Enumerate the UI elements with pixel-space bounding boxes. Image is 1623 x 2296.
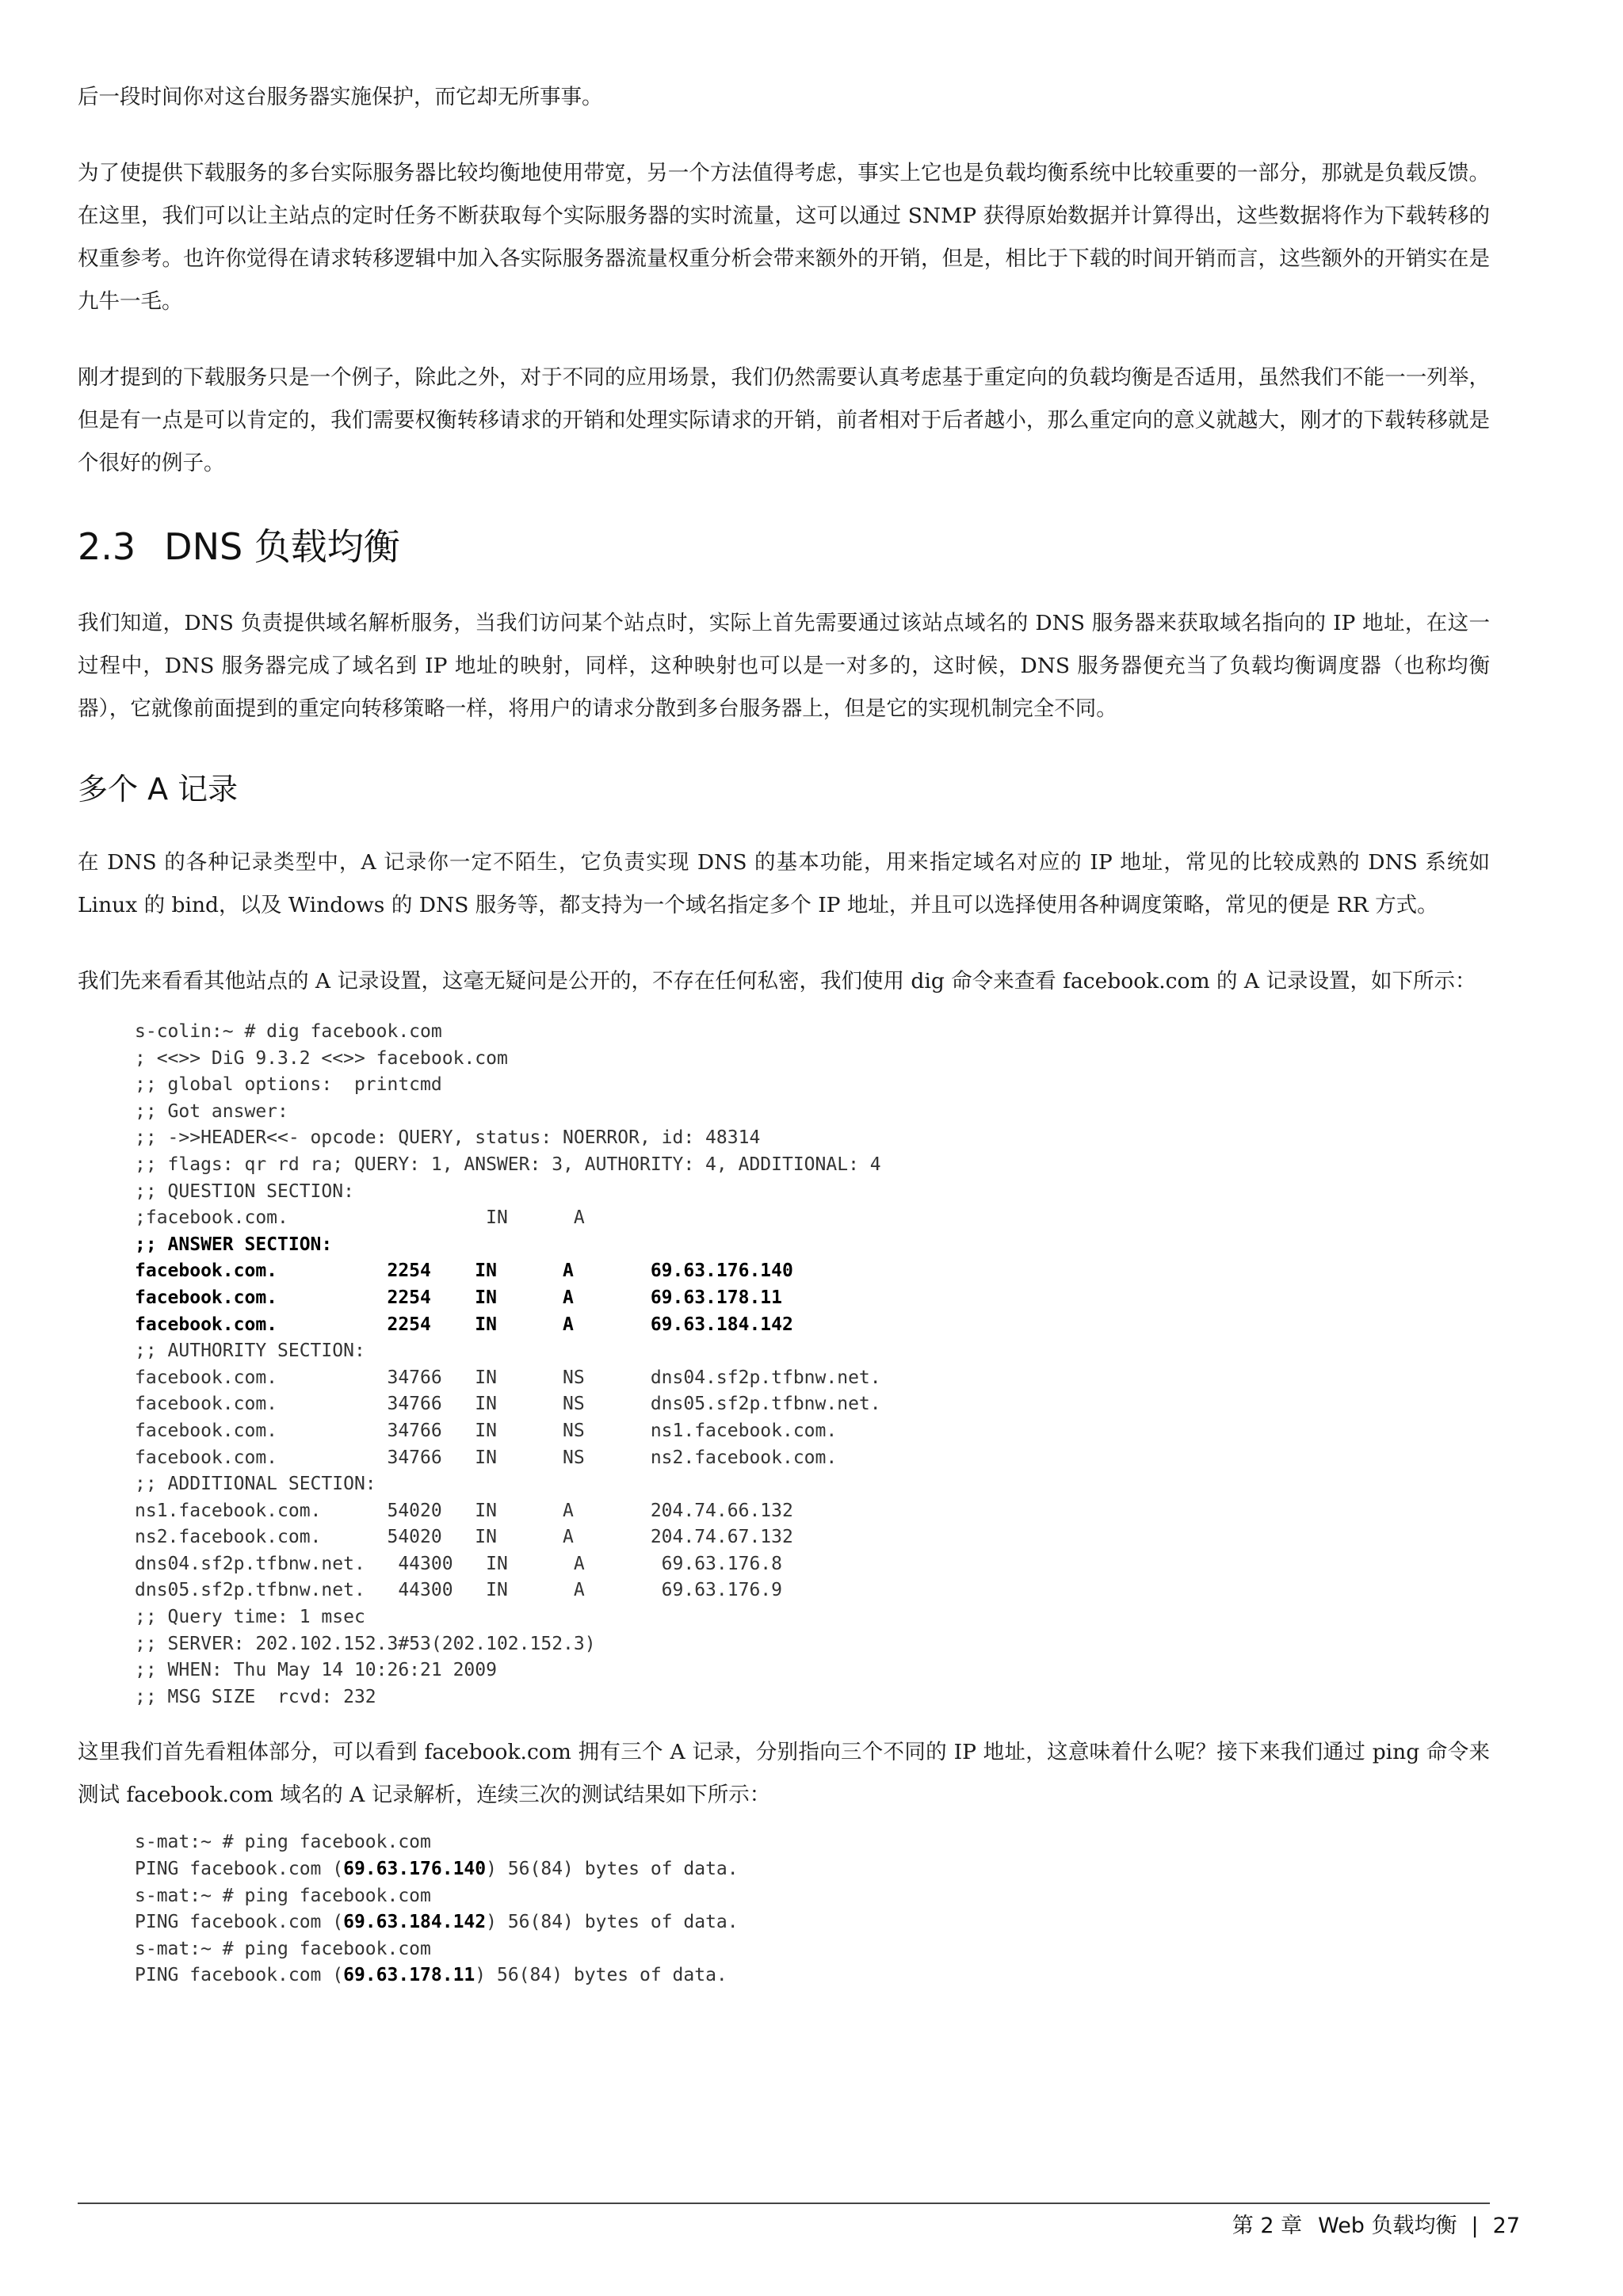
ping-output-text: PING facebook.com (: [135, 1912, 344, 1933]
dig-output-code-block: [135, 1019, 1490, 1711]
dig-output-line: ;; QUESTION SECTION:: [135, 1180, 354, 1202]
dig-output-line: ns1.facebook.com. 54020 IN A 204.74.66.132: [135, 1500, 793, 1521]
paragraph-7: 这里我们首先看粗体部分，可以看到 facebook.com 拥有三个 A 记录，分别指向三个不同的 IP 地址，这意味着什么呢？接下来我们通过 ping 命令来测试 facebook.com 域名的 A 记录解析，连续三次的测试结果如下所示：: [78, 1740, 1491, 1808]
dig-output-line: [135, 1258, 1490, 1285]
page-content: [78, 76, 1490, 1989]
paragraph-6: 我们先来看看其他站点的 A 记录设置，这毫无疑问是公开的，不存在任何私密，我们使用 dig 命令来查看 facebook.com 的 A 记录设置，如下所示：: [78, 969, 1476, 994]
section-number: 2.3: [78, 525, 136, 568]
dig-output-line: ;; ADDITIONAL SECTION:: [135, 1474, 376, 1495]
ping-output-line: [135, 1856, 1490, 1883]
footer-chapter: 第 2 章: [1232, 2214, 1303, 2238]
dig-output-line: facebook.com. 34766 IN NS dns05.sf2p.tfbnw.net.: [135, 1394, 881, 1415]
ping-output-ip: 69.63.178.11: [343, 1965, 475, 1986]
ping-output-text: s-mat:~ # ping facebook.com: [135, 1832, 431, 1853]
footer-chapter-title: Web 负载均衡: [1318, 2214, 1457, 2238]
dig-output-line: ;; Got answer:: [135, 1100, 288, 1122]
dig-output-line: ;; ->>HEADER<<- opcode: QUERY, status: NOERROR, id: 48314: [135, 1127, 761, 1149]
footer-rule: [78, 2203, 1490, 2204]
dig-output-line: [135, 1312, 1490, 1339]
dig-output-line: s-colin:~ # dig facebook.com: [135, 1021, 442, 1042]
dig-output-line: ;; SERVER: 202.102.152.3#53(202.102.152.3): [135, 1633, 596, 1654]
dig-output-line: ;facebook.com. IN A: [135, 1207, 585, 1229]
dig-output-line: ; <<>> DiG 9.3.2 <<>> facebook.com: [135, 1047, 508, 1069]
dig-output-line: facebook.com. 34766 IN NS ns2.facebook.com.: [135, 1447, 838, 1468]
dig-output-bold-text: facebook.com. 2254 IN A 69.63.184.142: [135, 1314, 793, 1335]
ping-output-text: s-mat:~ # ping facebook.com: [135, 1885, 431, 1906]
dig-output-line: facebook.com. 34766 IN NS ns1.facebook.com.: [135, 1420, 838, 1441]
ping-output-text: PING facebook.com (: [135, 1859, 344, 1880]
dig-output-line: ;; global options: printcmd: [135, 1074, 442, 1096]
dig-output-line: dns04.sf2p.tfbnw.net. 44300 IN A 69.63.176.8: [135, 1553, 782, 1574]
dig-output-bold-text: ;; ANSWER SECTION:: [135, 1234, 333, 1255]
ping-output-line: [135, 1829, 1490, 1856]
ping-output-code-block: [135, 1829, 1490, 1989]
dig-output-bold-text: facebook.com. 2254 IN A 69.63.178.11: [135, 1287, 782, 1308]
ping-output-ip: 69.63.176.140: [343, 1859, 487, 1880]
dig-output-line: ;; flags: qr rd ra; QUERY: 1, ANSWER: 3, AUTHORITY: 4, ADDITIONAL: 4: [135, 1154, 881, 1175]
section-heading: [78, 523, 1490, 570]
dig-output-line: ;; WHEN: Thu May 14 10:26:21 2009: [135, 1660, 497, 1681]
ping-output-text: s-mat:~ # ping facebook.com: [135, 1938, 431, 1959]
paragraph-1: 后一段时间你对这台服务器实施保护，而它却无所事事。: [78, 85, 603, 109]
paragraph-2: 为了使提供下载服务的多台实际服务器比较均衡地使用带宽，另一个方法值得考虑，事实上它也是负载均衡系统中比较重要的一部分，那就是负载反馈。在这里，我们可以让主站点的定时任务不断获取每个实际服务器的实时流量，这可以通过 SNMP 获得原始数据并计算得出，这些数据将作为下载转移的权重参考。也许你觉得在请求转移逻辑中加入各实际服务器流量权重分析会带来额外的开销，但是，相比于下载的时间开销而言，这些额外的开销实在是九牛一毛。: [78, 161, 1490, 314]
footer-separator: |: [1471, 2214, 1479, 2238]
dig-output-line: ;; AUTHORITY SECTION:: [135, 1341, 365, 1362]
page-number: 27: [1492, 2214, 1520, 2238]
dig-output-line: facebook.com. 34766 IN NS dns04.sf2p.tfbnw.net.: [135, 1367, 881, 1388]
dig-output-line: ;; MSG SIZE rcvd: 232: [135, 1686, 376, 1707]
paragraph-5: 在 DNS 的各种记录类型中，A 记录你一定不陌生，它负责实现 DNS 的基本功能，用来指定域名对应的 IP 地址，常见的比较成熟的 DNS 系统如 Linux 的 bind，以及 Windows 的 DNS 服务等，都支持为一个域名指定多个 IP 地址，并且可以选择使用各种调度策略，常见的便是 RR 方式。: [78, 850, 1490, 917]
paragraph-4: 我们知道，DNS 负责提供域名解析服务，当我们访问某个站点时，实际上首先需要通过该站点域名的 DNS 服务器来获取域名指向的 IP 地址，在这一过程中，DNS 服务器完成了域名到 IP 地址的映射，同样，这种映射也可以是一对多的，这时候，DNS 服务器便充当了负载均衡调度器（也称均衡器），它就像前面提到的重定向转移策略一样，将用户的请求分散到多台服务器上，但是它的实现机制完全不同。: [78, 611, 1490, 721]
ping-output-line: [135, 1936, 1490, 1963]
ping-output-line: [135, 1909, 1490, 1936]
paragraph-3: 刚才提到的下载服务只是一个例子，除此之外，对于不同的应用场景，我们仍然需要认真考虑基于重定向的负载均衡是否适用，虽然我们不能一一列举，但是有一点是可以肯定的，我们需要权衡转移请求的开销和处理实际请求的开销，前者相对于后者越小，那么重定向的意义就越大，刚才的下载转移就是个很好的例子。: [78, 365, 1490, 475]
section-title: DNS 负载均衡: [164, 525, 400, 568]
dig-output-bold-text: facebook.com. 2254 IN A 69.63.176.140: [135, 1261, 793, 1282]
dig-output-line: [135, 1232, 1490, 1259]
ping-output-text: ) 56(84) bytes of data.: [475, 1965, 727, 1986]
dig-output-line: [135, 1285, 1490, 1312]
page-footer: [1232, 2209, 1520, 2244]
ping-output-line: [135, 1962, 1490, 1989]
ping-output-text: ) 56(84) bytes of data.: [486, 1859, 739, 1880]
dig-output-line: ns2.facebook.com. 54020 IN A 204.74.67.132: [135, 1527, 793, 1548]
subsection-heading: 多个 A 记录: [78, 772, 239, 807]
ping-output-text: PING facebook.com (: [135, 1965, 344, 1986]
ping-output-line: [135, 1883, 1490, 1910]
dig-output-line: ;; Query time: 1 msec: [135, 1607, 365, 1628]
ping-output-ip: 69.63.184.142: [343, 1912, 487, 1933]
dig-output-line: dns05.sf2p.tfbnw.net. 44300 IN A 69.63.176.9: [135, 1580, 782, 1601]
ping-output-text: ) 56(84) bytes of data.: [486, 1912, 739, 1933]
